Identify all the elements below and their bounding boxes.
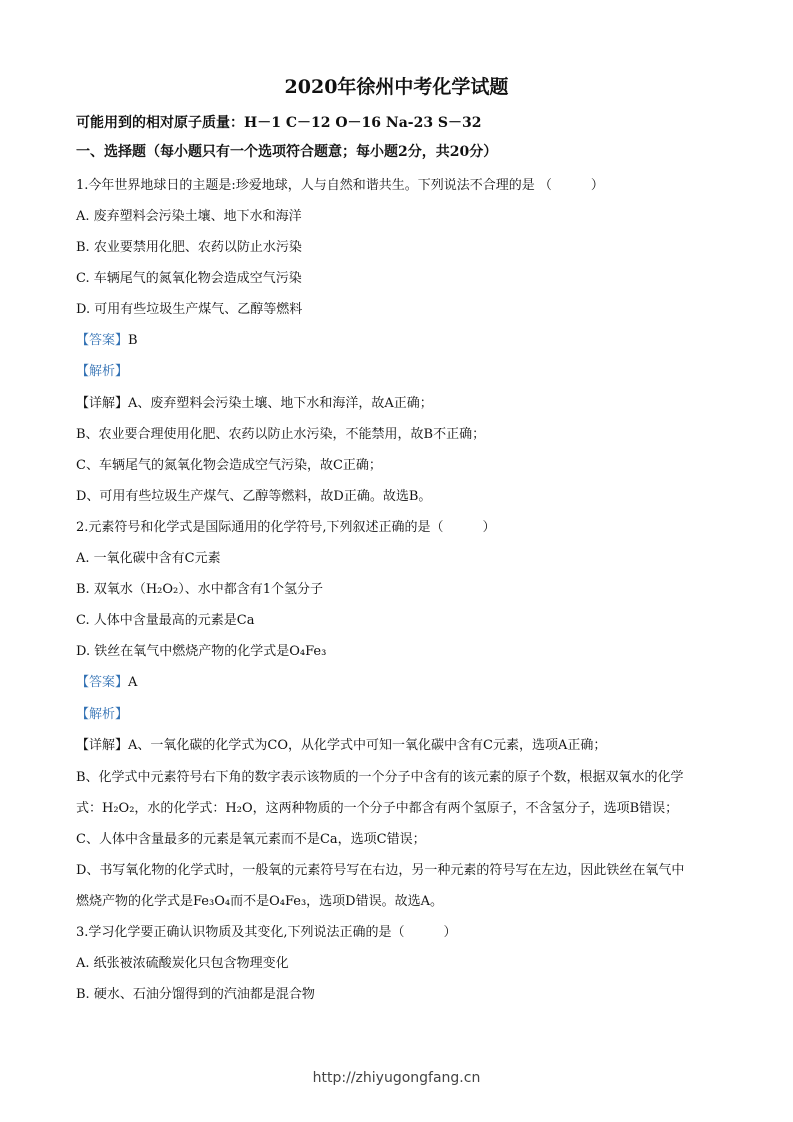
answer-tag: 【答案】	[76, 333, 129, 348]
q1-option-c: C. 车辆尾气的氮氧化物会造成空气污染	[76, 271, 302, 286]
footer-url: http://zhiyugongfang.cn	[312, 1070, 481, 1086]
q1-answer	[76, 329, 733, 348]
page-title: 2020年徐州中考化学试题	[284, 76, 509, 98]
q1-detail-2: B、农业要合理使用化肥、农药以防止水污染，不能禁用，故B不正确；	[76, 427, 486, 442]
q1-option-d: D. 可用有些垃圾生产煤气、乙醇等燃料	[76, 302, 303, 317]
q2-detail-6: 燃烧产物的化学式是Fe₃O₄而不是O₄Fe₃，选项D错误。故选A。	[76, 894, 443, 909]
q2-analysis-tag: 【解析】	[76, 707, 129, 722]
q3-option-a: A. 纸张被浓硫酸炭化只包含物理变化	[76, 956, 289, 971]
q2-option-a: A. 一氧化碳中含有C元素	[76, 551, 221, 566]
q1-stem: 1.今年世界地球日的主题是:珍爱地球，人与自然和谐共生。下列说法不合理的是 （ ）	[76, 178, 604, 193]
q1-detail-3: C、车辆尾气的氮氧化物会造成空气污染，故C正确；	[76, 458, 382, 473]
q1-detail-4: D、可用有些垃圾生产煤气、乙醇等燃料，故D正确。故选B。	[76, 489, 432, 504]
q2-detail-5: D、书写氧化物的化学式时，一般氧的元素符号写在右边，另一种元素的符号写在左边，因此铁丝在氧气中	[76, 863, 685, 878]
q2-option-d: D. 铁丝在氧气中燃烧产物的化学式是O₄Fe₃	[76, 644, 327, 659]
q2-detail-1: 【详解】A、一氧化碳的化学式为CO，从化学式中可知一氧化碳中含有C元素，选项A正确；	[76, 738, 607, 753]
q2-stem: 2.元素符号和化学式是国际通用的化学符号,下列叙述正确的是（ ）	[76, 520, 496, 535]
answer-tag: 【答案】	[76, 675, 129, 690]
atomic-mass-line: 可能用到的相对原子质量：H－1 C－12 O－16 Na-23 S－32	[76, 115, 482, 131]
q2-answer	[76, 671, 733, 690]
q1-option-a: A. 废弃塑料会污染土壤、地下水和海洋	[76, 209, 302, 224]
q3-option-b: B. 硬水、石油分馏得到的汽油都是混合物	[76, 987, 315, 1002]
answer-value: A	[128, 675, 138, 690]
q1-analysis-tag: 【解析】	[76, 364, 129, 379]
q2-detail-2: B、化学式中元素符号右下角的数字表示该物质的一个分子中含有的该元素的原子个数，根据双氧水的化学	[76, 770, 684, 785]
q2-option-c: C. 人体中含量最高的元素是Ca	[76, 613, 255, 628]
q1-detail-1: 【详解】A、废弃塑料会污染土壤、地下水和海洋，故A正确；	[76, 396, 433, 411]
section-heading: 一、选择题（每小题只有一个选项符合题意；每小题2分，共20分）	[76, 144, 498, 160]
q2-detail-3: 式：H₂O₂，水的化学式：H₂O，这两种物质的一个分子中都含有两个氢原子，不含氢分子，选项B错误；	[76, 801, 679, 816]
q3-stem: 3.学习化学要正确认识物质及其变化,下列说法正确的是（ ）	[76, 925, 457, 940]
answer-value: B	[128, 333, 138, 348]
q1-option-b: B. 农业要禁用化肥、农药以防止水污染	[76, 240, 302, 255]
q2-detail-4: C、人体中含量最多的元素是氧元素而不是Ca，选项C错误；	[76, 832, 426, 847]
q2-option-b: B. 双氧水（H₂O₂）、水中都含有1个氢分子	[76, 582, 324, 597]
